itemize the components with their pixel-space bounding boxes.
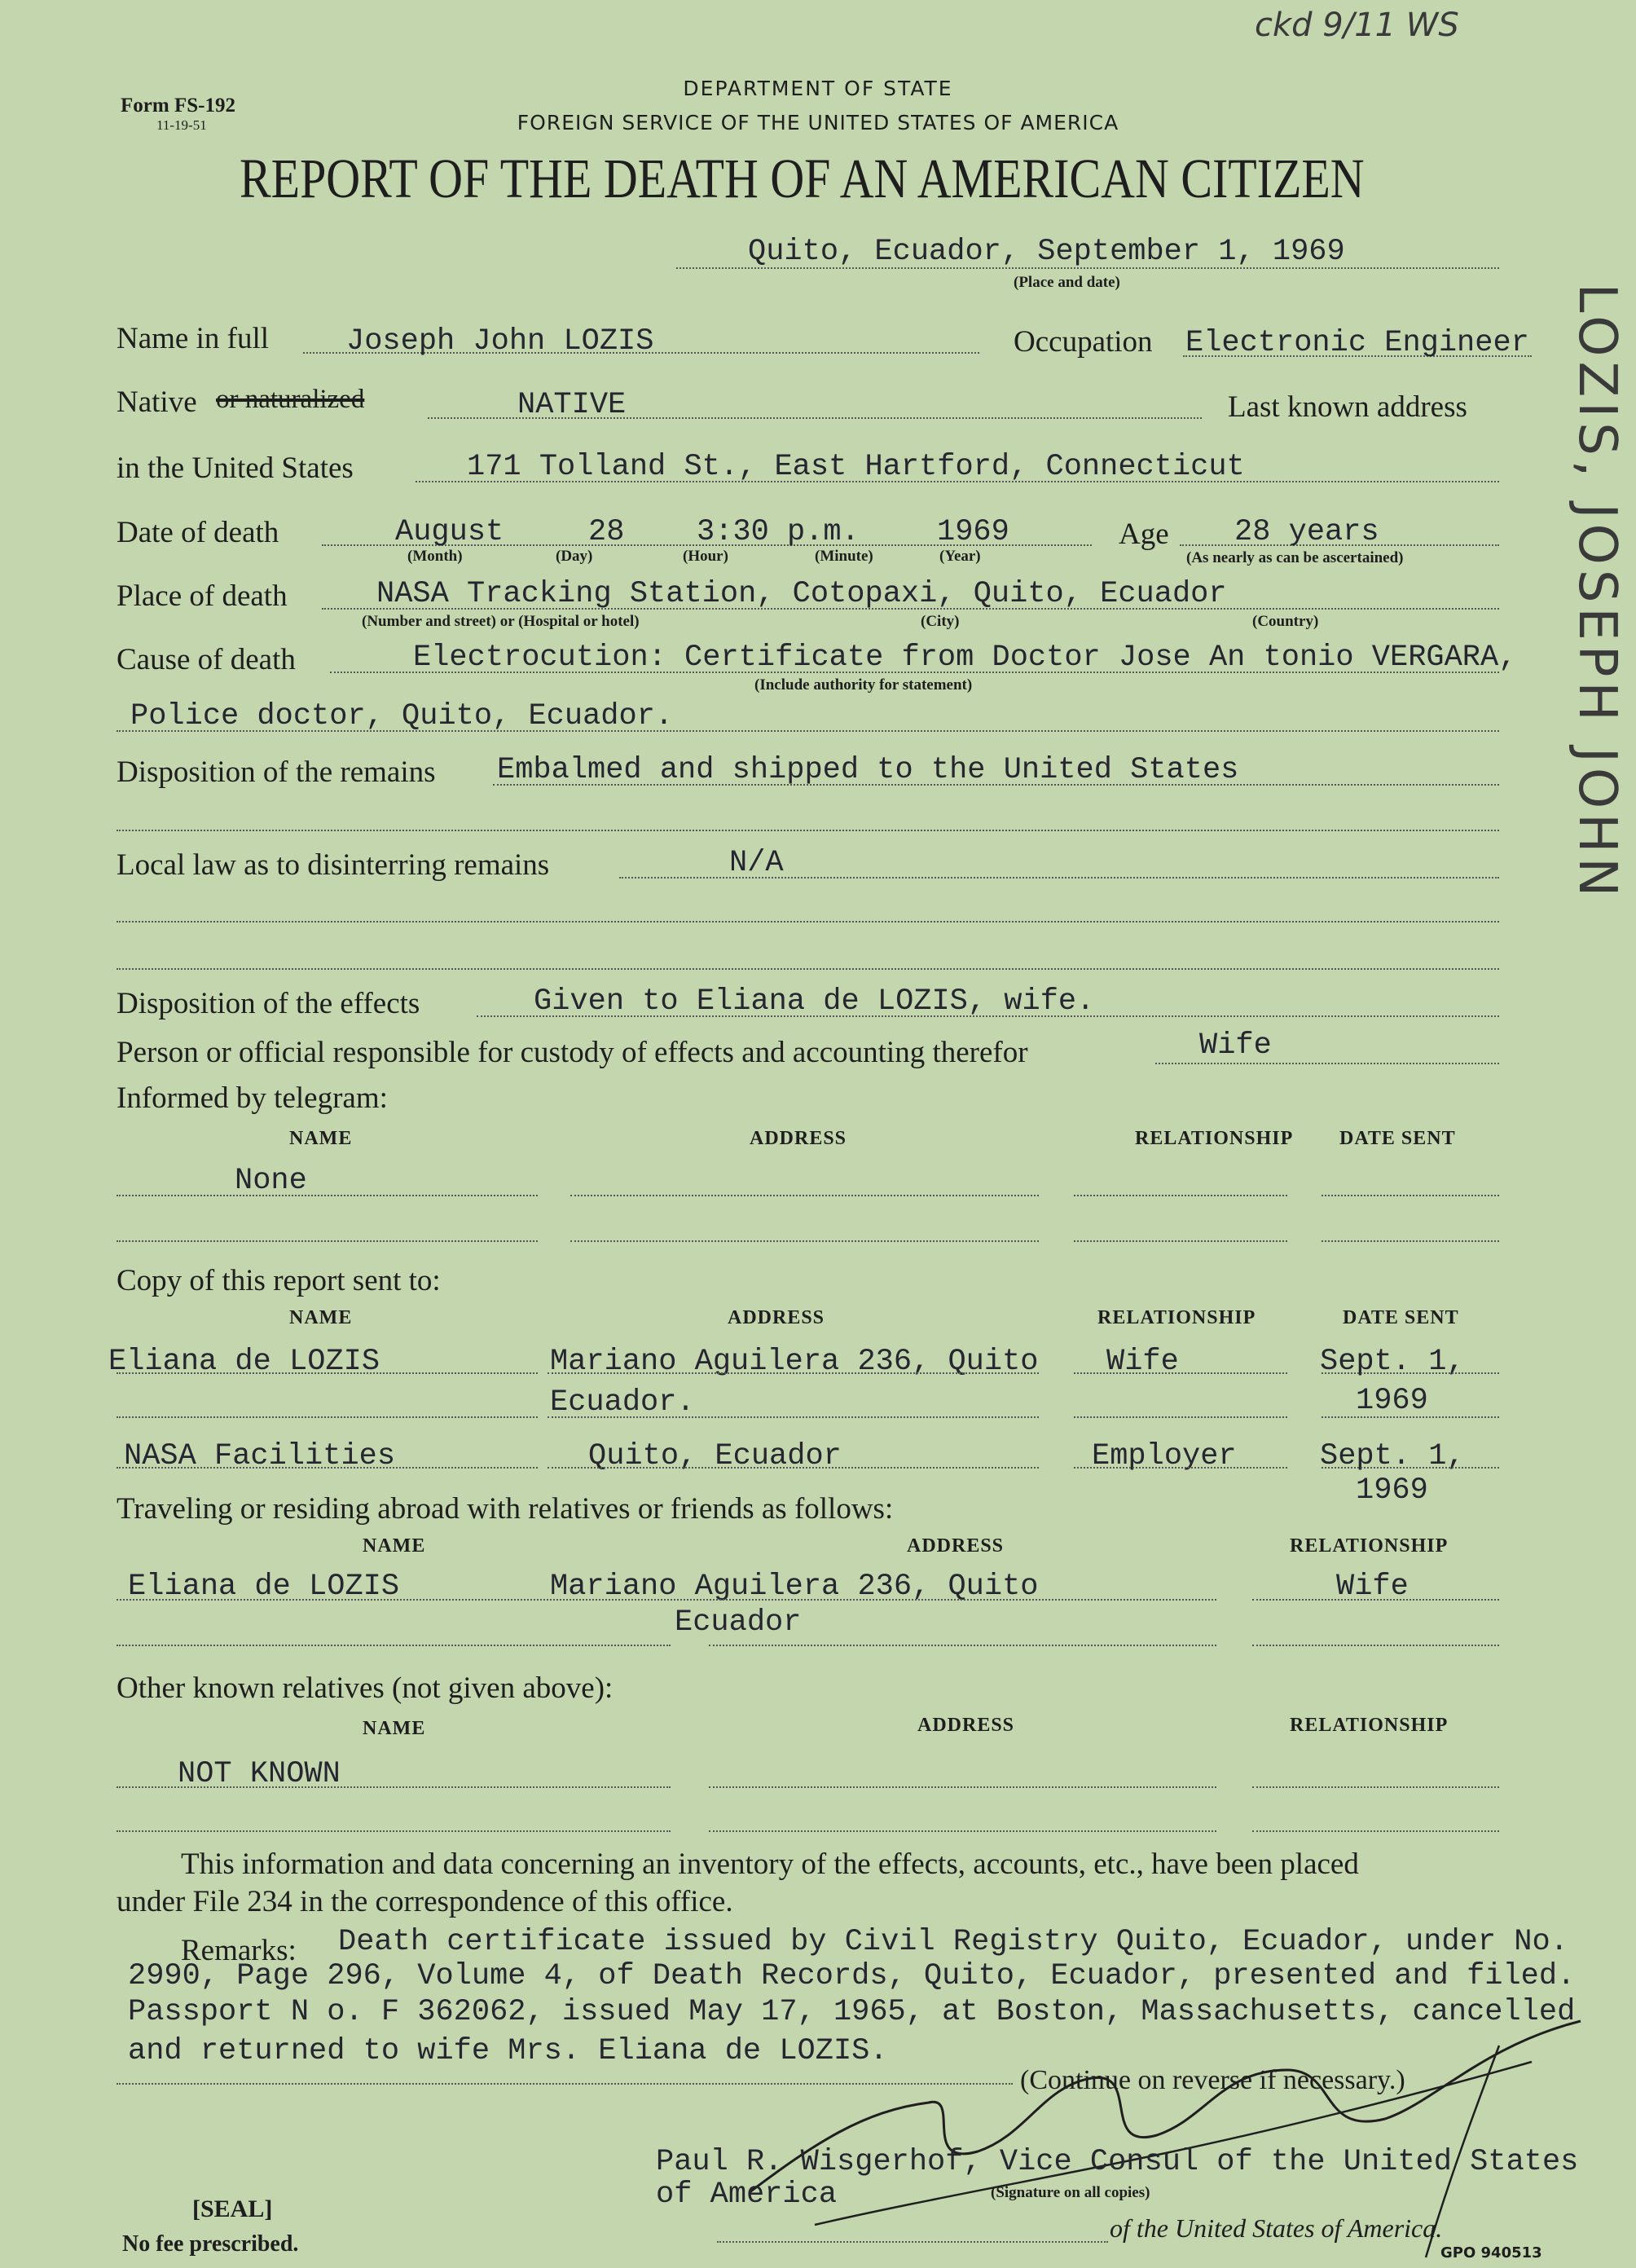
death-year: 1969 — [937, 515, 1009, 549]
remains-label: Disposition of the remains — [117, 755, 436, 789]
form-date: 11-19-51 — [156, 117, 207, 133]
death-day: 28 — [588, 515, 625, 549]
remarks-line-2: 2990, Page 296, Volume 4, of Death Records, Quito, Ecuador, presented and filed. — [128, 1959, 1576, 1993]
last-address-label: Last known address — [1228, 390, 1467, 424]
copy-row-2-date-2: 1969 — [1356, 1473, 1428, 1508]
page-title: REPORT OF THE DEATH OF AN AMERICAN CITIZEN — [240, 148, 1365, 209]
traveling-header-relationship: RELATIONSHIP — [1290, 1535, 1449, 1557]
copies-header-name: NAME — [289, 1307, 353, 1328]
others-header-name: NAME — [363, 1718, 426, 1739]
native-struck: or naturalized — [216, 385, 365, 414]
others-header-address: ADDRESS — [917, 1715, 1015, 1736]
caption-day: (Day) — [556, 548, 593, 565]
cause-caption: (Include authority for statement) — [754, 676, 973, 694]
others-label: Other known relatives (not given above): — [117, 1671, 614, 1705]
copy-row-1-name: Eliana de LOZIS — [108, 1345, 380, 1379]
caption-year: (Year) — [939, 548, 981, 565]
place-value: NASA Tracking Station, Cotopaxi, Quito, Ecuador — [376, 577, 1227, 611]
others-header-relationship: RELATIONSHIP — [1290, 1715, 1449, 1736]
us-address-value: 171 Tolland St., East Hartford, Connecticut — [467, 450, 1245, 484]
seal-label: [SEAL] — [192, 2195, 273, 2222]
fee-note: No fee prescribed. — [122, 2231, 299, 2257]
check-annotation: ckd 9/11 WS — [1255, 7, 1459, 44]
traveling-label: Traveling or residing abroad with relatives or friends as follows: — [117, 1492, 894, 1526]
place-date-value: Quito, Ecuador, September 1, 1969 — [748, 235, 1345, 269]
copy-row-1-date-2: 1969 — [1356, 1384, 1428, 1418]
death-month: August — [395, 515, 504, 549]
traveling-header-address: ADDRESS — [907, 1535, 1005, 1557]
traveling-header-name: NAME — [363, 1535, 426, 1557]
remains-value: Embalmed and shipped to the United States — [497, 753, 1239, 787]
signature-caption: (Signature on all copies) — [991, 2184, 1150, 2201]
copy-row-2-date: Sept. 1, — [1320, 1439, 1465, 1473]
form-number: Form FS-192 — [121, 95, 235, 117]
signer-name: Paul R. Wisgerhof, Vice Consul of the United States — [656, 2145, 1579, 2179]
custody-value: Wife — [1199, 1028, 1272, 1063]
occupation-label: Occupation — [1014, 325, 1153, 359]
traveling-relationship: Wife — [1336, 1570, 1409, 1604]
cause-continued: Police doctor, Quito, Ecuador. — [130, 699, 674, 733]
caption-country: (Country) — [1252, 613, 1319, 630]
law-value: N/A — [729, 846, 784, 880]
custody-label: Person or official responsible for custody of effects and accounting therefor — [117, 1036, 1028, 1069]
telegram-header-address: ADDRESS — [750, 1128, 847, 1149]
age-value: 28 years — [1234, 515, 1379, 549]
caption-city: (City) — [921, 613, 960, 630]
copy-row-1-address: Mariano Aguilera 236, Quito — [550, 1345, 1039, 1379]
caption-month: (Month) — [407, 548, 463, 565]
service: FOREIGN SERVICE OF THE UNITED STATES OF AMERICA — [517, 111, 1119, 134]
copy-row-1-date: Sept. 1, — [1320, 1345, 1465, 1379]
telegram-name-value: None — [235, 1164, 307, 1198]
date-label: Date of death — [117, 516, 279, 549]
telegram-header-date: DATE SENT — [1339, 1128, 1456, 1149]
native-value: NATIVE — [517, 388, 627, 422]
department: DEPARTMENT OF STATE — [683, 77, 953, 100]
copies-header-date: DATE SENT — [1343, 1307, 1459, 1328]
copy-row-2-address: Quito, Ecuador — [588, 1439, 842, 1473]
signer-name-2: of America — [656, 2178, 838, 2212]
copy-row-1-relationship: Wife — [1106, 1345, 1179, 1379]
caption-hour: (Hour) — [683, 548, 728, 565]
remarks-line-1: Death certificate issued by Civil Registry Quito, Ecuador, under No. — [338, 1925, 1568, 1959]
name-value: Joseph John LOZIS — [346, 324, 654, 359]
caption-minute: (Minute) — [815, 548, 873, 565]
death-hour: 3:30 p.m. — [697, 515, 860, 549]
telegram-header-name: NAME — [289, 1128, 353, 1149]
gpo-number: GPO 940513 — [1440, 2244, 1542, 2261]
copy-row-2-relationship: Employer — [1092, 1439, 1237, 1473]
copy-row-1-address-2: Ecuador. — [550, 1385, 695, 1420]
traveling-address: Mariano Aguilera 236, Quito — [550, 1570, 1039, 1604]
occupation-value: Electronic Engineer — [1185, 326, 1529, 360]
inventory-line-1: This information and data concerning an inventory of the effects, accounts, etc., have been placed — [181, 1847, 1359, 1881]
inventory-line-2: under File 234 in the correspondence of this office. — [117, 1885, 733, 1918]
continue-note: (Continue on reverse if necessary.) — [1020, 2065, 1405, 2095]
copies-header-relationship: RELATIONSHIP — [1097, 1307, 1256, 1328]
in-us-label: in the United States — [117, 451, 354, 485]
telegram-label: Informed by telegram: — [117, 1081, 388, 1115]
caption-street: (Number and street) or (Hospital or hotel) — [362, 613, 640, 630]
office-line: of the United States of America. — [1110, 2213, 1443, 2243]
age-caption: (As nearly as can be ascertained) — [1186, 549, 1404, 566]
telegram-header-relationship: RELATIONSHIP — [1135, 1128, 1294, 1149]
copy-row-2-name: NASA Facilities — [124, 1439, 396, 1473]
copies-header-address: ADDRESS — [728, 1307, 825, 1328]
traveling-name: Eliana de LOZIS — [128, 1570, 400, 1604]
cause-label: Cause of death — [117, 643, 296, 676]
remarks-label: Remarks: — [181, 1934, 297, 1967]
traveling-address-2: Ecuador — [675, 1605, 802, 1640]
effects-label: Disposition of the effects — [117, 987, 420, 1020]
others-name: NOT KNOWN — [178, 1757, 341, 1791]
cause-value: Electrocution: Certificate from Doctor Jose An tonio VERGARA, — [413, 641, 1517, 675]
remarks-line-4: and returned to wife Mrs. Eliana de LOZIS. — [128, 2034, 888, 2068]
effects-value: Given to Eliana de LOZIS, wife. — [534, 984, 1095, 1019]
copies-label: Copy of this report sent to: — [117, 1264, 441, 1297]
place-date-caption: (Place and date) — [1014, 274, 1120, 291]
age-label: Age — [1119, 517, 1169, 551]
law-label: Local law as to disinterring remains — [117, 848, 550, 882]
side-name-annotation: LOZIS, JOSEPH JOHN — [1567, 283, 1627, 902]
name-label: Name in full — [117, 322, 270, 355]
remarks-line-3: Passport N o. F 362062, issued May 17, 1965, at Boston, Massachusetts, cancelled — [128, 1995, 1576, 2029]
place-label: Place of death — [117, 579, 288, 613]
native-label: Native — [117, 385, 197, 419]
